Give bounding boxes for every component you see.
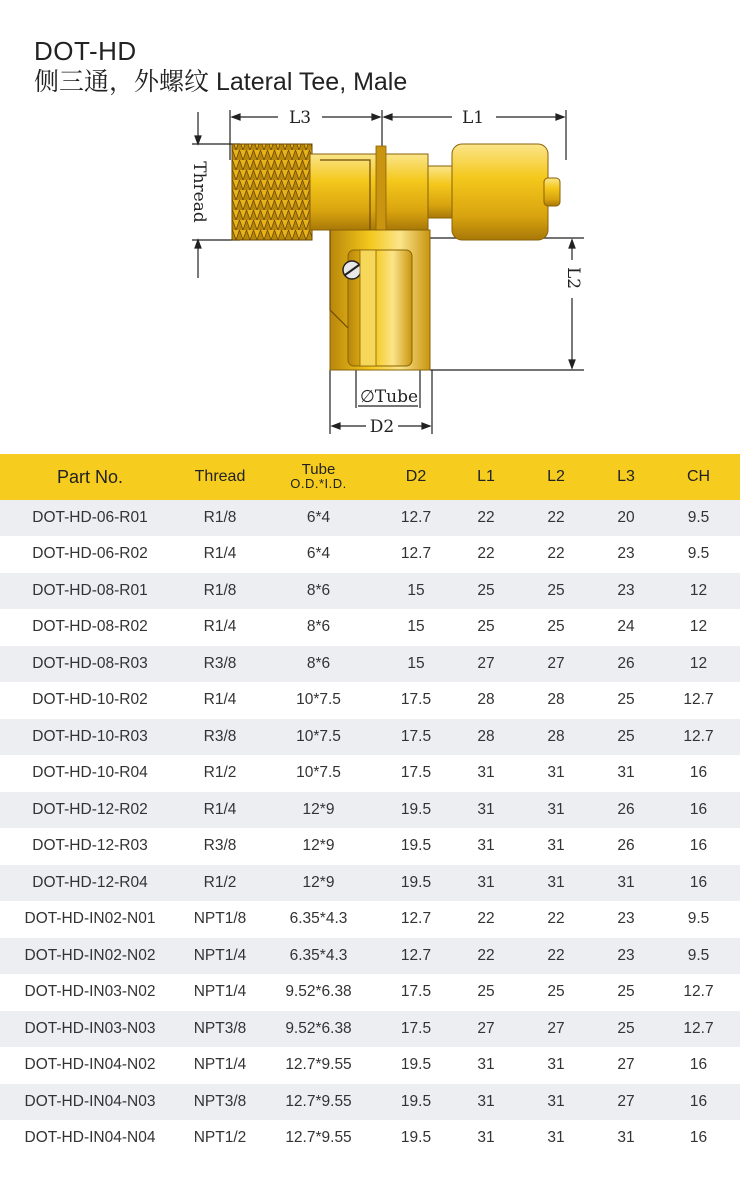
cell-part: DOT-HD-08-R01 — [0, 573, 180, 610]
cell-tube: 12.7*9.55 — [260, 1120, 377, 1157]
cell-l1: 22 — [455, 901, 517, 938]
label-l3: L3 — [288, 108, 312, 128]
cell-d2: 15 — [377, 573, 455, 610]
product-subtitle: 侧三通，外螺纹 Lateral Tee, Male — [34, 68, 408, 96]
cell-ch: 16 — [657, 792, 740, 829]
table-header-row — [0, 454, 740, 500]
cell-thread: NPT1/4 — [180, 974, 260, 1011]
cell-l2: 31 — [517, 865, 595, 902]
cell-tube: 6.35*4.3 — [260, 938, 377, 975]
cell-l2: 31 — [517, 755, 595, 792]
cell-ch: 16 — [657, 755, 740, 792]
cell-l2: 25 — [517, 573, 595, 610]
cell-thread: NPT1/8 — [180, 901, 260, 938]
cell-part: DOT-HD-12-R03 — [0, 828, 180, 865]
cell-thread: R1/4 — [180, 609, 260, 646]
cell-tube: 12.7*9.55 — [260, 1047, 377, 1084]
cell-ch: 9.5 — [657, 536, 740, 573]
table-row — [0, 609, 740, 646]
table-row — [0, 1084, 740, 1121]
label-thread: Thread — [189, 161, 209, 223]
cell-ch: 12 — [657, 573, 740, 610]
cell-tube: 10*7.5 — [260, 719, 377, 756]
cell-l1: 31 — [455, 1084, 517, 1121]
cell-d2: 12.7 — [377, 536, 455, 573]
cell-l3: 25 — [595, 682, 657, 719]
cell-ch: 9.5 — [657, 901, 740, 938]
dim-l2 — [420, 238, 584, 370]
cell-d2: 17.5 — [377, 682, 455, 719]
table-row — [0, 792, 740, 829]
header-d2: D2 — [377, 454, 455, 500]
cell-l3: 31 — [595, 1120, 657, 1157]
cell-thread: NPT1/4 — [180, 938, 260, 975]
cell-ch: 12.7 — [657, 974, 740, 1011]
cell-l2: 25 — [517, 974, 595, 1011]
cell-l3: 26 — [595, 646, 657, 683]
cell-l1: 25 — [455, 609, 517, 646]
cell-d2: 19.5 — [377, 1084, 455, 1121]
cell-d2: 19.5 — [377, 828, 455, 865]
cell-part: DOT-HD-IN02-N01 — [0, 901, 180, 938]
cell-part: DOT-HD-08-R03 — [0, 646, 180, 683]
cell-tube: 8*6 — [260, 609, 377, 646]
cell-l3: 27 — [595, 1084, 657, 1121]
cell-l1: 22 — [455, 536, 517, 573]
cell-l2: 31 — [517, 1120, 595, 1157]
table-row — [0, 682, 740, 719]
cell-l2: 22 — [517, 938, 595, 975]
cell-d2: 17.5 — [377, 719, 455, 756]
cell-d2: 19.5 — [377, 792, 455, 829]
cell-thread: R3/8 — [180, 719, 260, 756]
cell-l3: 25 — [595, 1011, 657, 1048]
cell-ch: 16 — [657, 1047, 740, 1084]
cell-ch: 16 — [657, 1120, 740, 1157]
cell-l3: 25 — [595, 974, 657, 1011]
cell-ch: 16 — [657, 865, 740, 902]
cell-d2: 15 — [377, 646, 455, 683]
cell-tube: 9.52*6.38 — [260, 1011, 377, 1048]
cell-d2: 12.7 — [377, 500, 455, 536]
cell-l2: 28 — [517, 682, 595, 719]
cell-tube: 12*9 — [260, 865, 377, 902]
cell-l3: 24 — [595, 609, 657, 646]
header-l1: L1 — [455, 454, 517, 500]
table-row — [0, 828, 740, 865]
header-part-no: Part No. — [0, 454, 180, 500]
cell-l3: 23 — [595, 938, 657, 975]
cell-thread: R3/8 — [180, 828, 260, 865]
cell-l2: 31 — [517, 1047, 595, 1084]
cell-l1: 22 — [455, 938, 517, 975]
cell-l1: 27 — [455, 646, 517, 683]
header-thread: Thread — [180, 454, 260, 500]
header-ch: CH — [657, 454, 740, 500]
cell-d2: 17.5 — [377, 974, 455, 1011]
cell-part: DOT-HD-IN03-N03 — [0, 1011, 180, 1048]
cell-d2: 19.5 — [377, 1120, 455, 1157]
cell-l1: 25 — [455, 974, 517, 1011]
header-tube-bottom: O.D.*I.D. — [290, 476, 347, 491]
cell-ch: 12 — [657, 609, 740, 646]
cell-l3: 31 — [595, 865, 657, 902]
cell-part: DOT-HD-IN02-N02 — [0, 938, 180, 975]
table-row — [0, 865, 740, 902]
cell-ch: 12.7 — [657, 719, 740, 756]
table-body — [0, 500, 740, 1157]
cell-l2: 31 — [517, 1084, 595, 1121]
cell-l3: 25 — [595, 719, 657, 756]
header-tube — [260, 454, 377, 500]
cell-l1: 31 — [455, 792, 517, 829]
cell-l2: 31 — [517, 828, 595, 865]
cell-thread: R1/4 — [180, 682, 260, 719]
cell-ch: 12.7 — [657, 682, 740, 719]
cell-d2: 12.7 — [377, 938, 455, 975]
cell-d2: 15 — [377, 609, 455, 646]
cell-l1: 31 — [455, 828, 517, 865]
cell-tube: 9.52*6.38 — [260, 974, 377, 1011]
cell-tube: 6.35*4.3 — [260, 901, 377, 938]
table-row — [0, 1047, 740, 1084]
cell-ch: 9.5 — [657, 500, 740, 536]
cell-thread: NPT1/2 — [180, 1120, 260, 1157]
cell-l1: 22 — [455, 500, 517, 536]
cell-l1: 31 — [455, 1047, 517, 1084]
dimension-diagram — [180, 100, 600, 445]
cell-tube: 12*9 — [260, 828, 377, 865]
cell-tube: 10*7.5 — [260, 755, 377, 792]
cell-part: DOT-HD-IN04-N03 — [0, 1084, 180, 1121]
cell-d2: 19.5 — [377, 865, 455, 902]
cell-l3: 20 — [595, 500, 657, 536]
cell-part: DOT-HD-12-R04 — [0, 865, 180, 902]
cell-l3: 26 — [595, 792, 657, 829]
cell-part: DOT-HD-10-R04 — [0, 755, 180, 792]
cell-part: DOT-HD-10-R02 — [0, 682, 180, 719]
cell-l1: 31 — [455, 755, 517, 792]
cell-thread: R3/8 — [180, 646, 260, 683]
table-row — [0, 974, 740, 1011]
cell-part: DOT-HD-IN04-N04 — [0, 1120, 180, 1157]
cell-l1: 27 — [455, 1011, 517, 1048]
cell-tube: 10*7.5 — [260, 682, 377, 719]
cell-part: DOT-HD-06-R02 — [0, 536, 180, 573]
cell-l3: 27 — [595, 1047, 657, 1084]
cell-tube: 12*9 — [260, 792, 377, 829]
fitting-illustration — [232, 144, 560, 370]
header-tube-top: Tube — [301, 461, 336, 478]
table-row — [0, 755, 740, 792]
cell-tube: 6*4 — [260, 536, 377, 573]
cell-l2: 22 — [517, 536, 595, 573]
table-row — [0, 1120, 740, 1157]
cell-l3: 31 — [595, 755, 657, 792]
cell-l2: 28 — [517, 719, 595, 756]
cell-part: DOT-HD-IN03-N02 — [0, 974, 180, 1011]
cell-thread: NPT1/4 — [180, 1047, 260, 1084]
cell-tube: 6*4 — [260, 500, 377, 536]
cell-l3: 23 — [595, 536, 657, 573]
cell-d2: 17.5 — [377, 1011, 455, 1048]
cell-thread: R1/2 — [180, 865, 260, 902]
table-row — [0, 1011, 740, 1048]
spec-table — [0, 454, 740, 1157]
cell-thread: R1/2 — [180, 755, 260, 792]
cell-l3: 23 — [595, 901, 657, 938]
cell-d2: 17.5 — [377, 755, 455, 792]
cell-l2: 22 — [517, 901, 595, 938]
product-code: DOT-HD — [34, 36, 137, 66]
cell-l3: 26 — [595, 828, 657, 865]
cell-l2: 22 — [517, 500, 595, 536]
cell-d2: 12.7 — [377, 901, 455, 938]
cell-thread: R1/4 — [180, 536, 260, 573]
label-l2: L2 — [563, 266, 583, 290]
table-row — [0, 573, 740, 610]
header-l2: L2 — [517, 454, 595, 500]
table-row — [0, 719, 740, 756]
cell-part: DOT-HD-10-R03 — [0, 719, 180, 756]
cell-l1: 31 — [455, 1120, 517, 1157]
cell-l1: 25 — [455, 573, 517, 610]
table-row — [0, 500, 740, 536]
table-row — [0, 938, 740, 975]
cell-ch: 16 — [657, 1084, 740, 1121]
cell-thread: R1/8 — [180, 573, 260, 610]
cell-thread: R1/8 — [180, 500, 260, 536]
cell-l2: 27 — [517, 1011, 595, 1048]
cell-part: DOT-HD-06-R01 — [0, 500, 180, 536]
cell-l2: 27 — [517, 646, 595, 683]
title-block — [34, 36, 407, 98]
cell-thread: R1/4 — [180, 792, 260, 829]
cell-l3: 23 — [595, 573, 657, 610]
cell-thread: NPT3/8 — [180, 1084, 260, 1121]
cell-part: DOT-HD-IN04-N02 — [0, 1047, 180, 1084]
cell-ch: 12.7 — [657, 1011, 740, 1048]
cell-part: DOT-HD-08-R02 — [0, 609, 180, 646]
table-row — [0, 536, 740, 573]
table-row — [0, 901, 740, 938]
cell-l1: 31 — [455, 865, 517, 902]
cell-tube: 8*6 — [260, 573, 377, 610]
cell-ch: 9.5 — [657, 938, 740, 975]
cell-part: DOT-HD-12-R02 — [0, 792, 180, 829]
table-row — [0, 646, 740, 683]
label-l1: L1 — [461, 108, 485, 128]
cell-l2: 31 — [517, 792, 595, 829]
label-tube: ∅Tube — [359, 387, 419, 407]
header-l3: L3 — [595, 454, 657, 500]
cell-thread: NPT3/8 — [180, 1011, 260, 1048]
cell-d2: 19.5 — [377, 1047, 455, 1084]
label-d2: D2 — [369, 417, 395, 437]
cell-ch: 16 — [657, 828, 740, 865]
cell-l1: 28 — [455, 682, 517, 719]
cell-l1: 28 — [455, 719, 517, 756]
cell-tube: 8*6 — [260, 646, 377, 683]
cell-ch: 12 — [657, 646, 740, 683]
cell-l2: 25 — [517, 609, 595, 646]
cell-tube: 12.7*9.55 — [260, 1084, 377, 1121]
